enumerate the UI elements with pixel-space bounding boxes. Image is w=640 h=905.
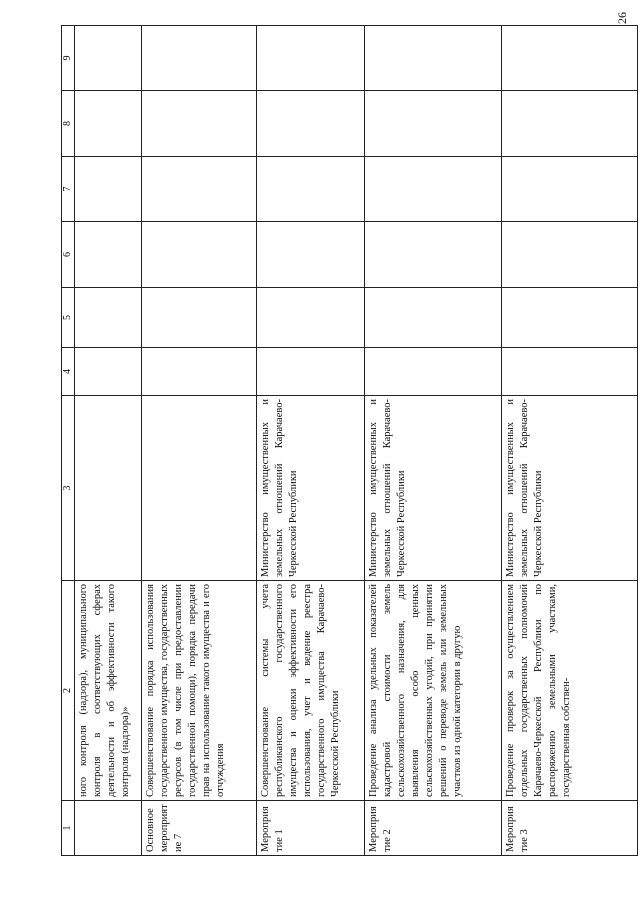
empty-cell <box>257 222 365 288</box>
row-label: Основное мероприятие 7 <box>142 801 257 856</box>
empty-cell <box>257 26 365 91</box>
row-description: Проведение анализа удельных показателей кадастровой стоимости земель сельскохозяйственного назначения, для выявления особо ценных сельскохозяйственных угодий, при принятии решений о переводе земель или земельных участков из одной категории в другую <box>365 581 502 801</box>
header-cell: 9 <box>62 26 75 91</box>
empty-cell <box>502 26 638 91</box>
header-cell: 8 <box>62 91 75 157</box>
row-executor <box>75 396 142 581</box>
empty-cell <box>365 222 502 288</box>
table-row <box>75 26 142 856</box>
empty-cell <box>365 348 502 396</box>
row-executor: Министерство имущественных и земельных отношений Карачаево-Черкесской Республики <box>365 396 502 581</box>
empty-cell <box>257 157 365 222</box>
table-row <box>257 26 365 856</box>
row-description: Совершенствование порядка использования государственного имущества, государственных ресурсов (в том числе при предоставлении государственной помощи), порядка передачи прав на использование такого имущества и его отчуждения <box>142 581 257 801</box>
header-cell: 5 <box>62 288 75 348</box>
empty-cell <box>502 157 638 222</box>
header-cell: 4 <box>62 348 75 396</box>
table-row <box>365 26 502 856</box>
page-number: 26 <box>615 12 629 24</box>
empty-cell <box>502 348 638 396</box>
header-cell: 3 <box>62 396 75 581</box>
empty-cell <box>257 91 365 157</box>
empty-cell <box>75 91 142 157</box>
row-label <box>75 801 142 856</box>
empty-cell <box>142 222 257 288</box>
empty-cell <box>142 26 257 91</box>
empty-cell <box>365 26 502 91</box>
empty-cell <box>75 157 142 222</box>
empty-cell <box>75 288 142 348</box>
row-label: Мероприятие 3 <box>502 801 638 856</box>
row-description: Совершенствование системы учета республиканского государственного имущества и оценки эффективности его использования, учет и ведение реестра государственного имущества Карачаево-Черкесской Республики <box>257 581 365 801</box>
table-row <box>142 26 257 856</box>
empty-cell <box>502 91 638 157</box>
empty-cell <box>502 222 638 288</box>
row-description: ного контроля (надзора), муниципального контроля в соответствующих сферах деятельности и об эффективности такого контроля (надзора)» <box>75 581 142 801</box>
row-executor <box>142 396 257 581</box>
empty-cell <box>142 157 257 222</box>
empty-cell <box>75 26 142 91</box>
table-row <box>502 26 638 856</box>
header-row <box>62 26 75 856</box>
row-description: Проведение проверок за осуществлением отдельных государственных полномочий Карачаево-Черкесской Республики по распоряжению земельными участками, государственная собствен- <box>502 581 638 801</box>
row-executor: Министерство имущественных и земельных отношений Карачаево-Черкесской Республики <box>502 396 638 581</box>
empty-cell <box>365 91 502 157</box>
header-cell: 1 <box>62 801 75 856</box>
header-cell: 6 <box>62 222 75 288</box>
empty-cell <box>142 348 257 396</box>
empty-cell <box>75 348 142 396</box>
empty-cell <box>502 288 638 348</box>
empty-cell <box>365 157 502 222</box>
row-executor: Министерство имущественных и земельных отношений Карачаево-Черкесской Республики <box>257 396 365 581</box>
empty-cell <box>75 222 142 288</box>
empty-cell <box>142 91 257 157</box>
header-cell: 7 <box>62 157 75 222</box>
empty-cell <box>257 348 365 396</box>
program-table <box>61 26 638 856</box>
row-label: Мероприятие 2 <box>365 801 502 856</box>
empty-cell <box>365 288 502 348</box>
empty-cell <box>257 288 365 348</box>
empty-cell <box>142 288 257 348</box>
row-label: Мероприятие 1 <box>257 801 365 856</box>
header-cell: 2 <box>62 581 75 801</box>
